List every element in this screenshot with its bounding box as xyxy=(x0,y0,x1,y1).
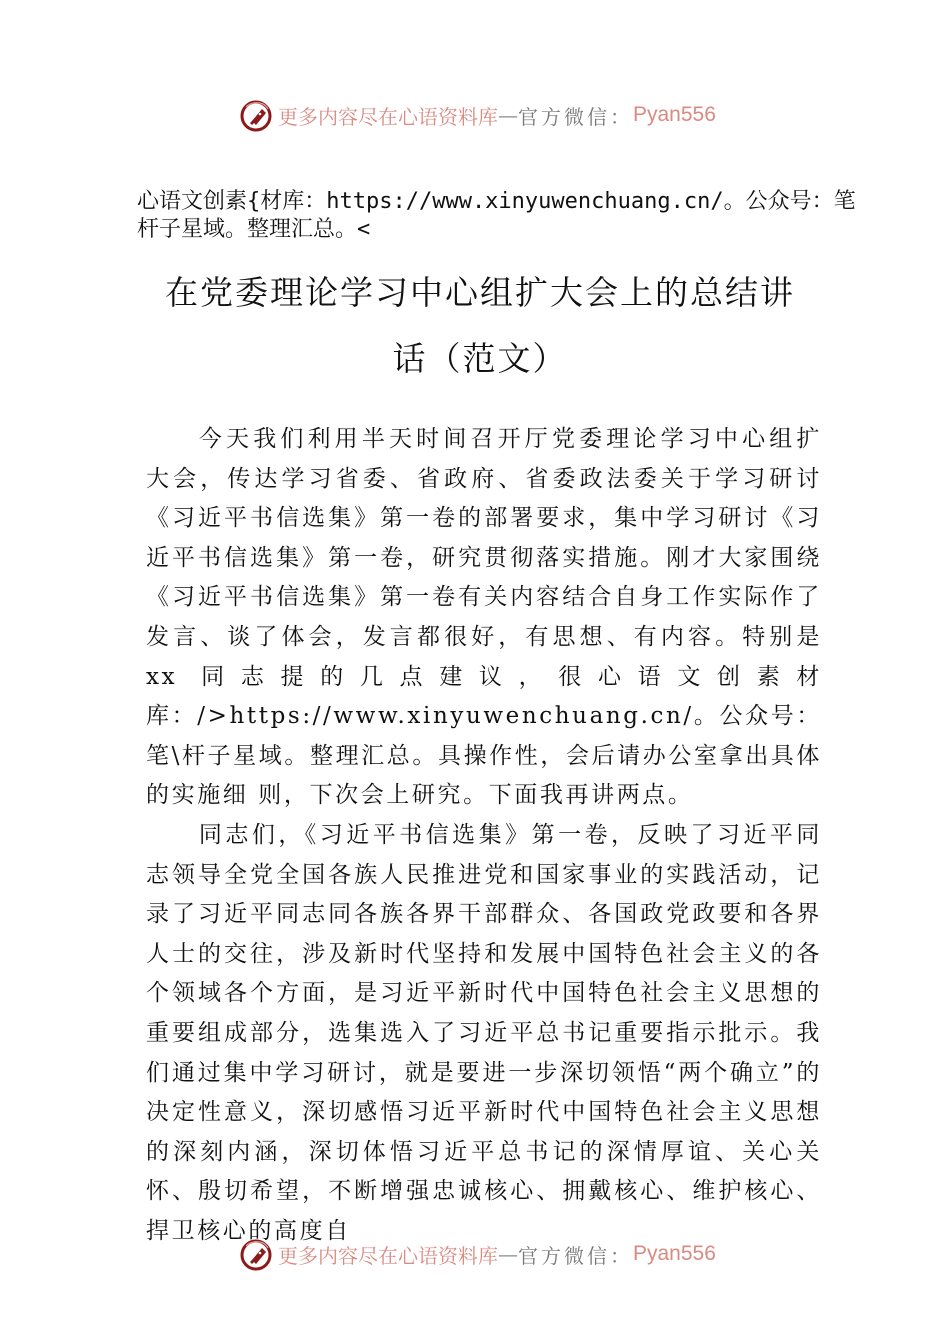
body-paragraph: 同志们，《习近平书信选集》第一卷，反映了习近平同志领导全党全国各族人民推进党和国家事业的实践活动，记录了习近平同志同各族各界干部群众、各国政党政要和各界人士的交往，涉及新时代坚持和发展中国特色社会主义的各个领域各个方面，是习近平新时代中国特色社会主义思想的重要组成部分，选集选入了习近平总书记重要指示批示。我们通过集中学习研讨，就是要进一步深切领悟“两个确立”的决定性意义，深切感悟习近平新时代中国特色社会主义思想的深刻内涵，深切体悟习近平总书记的深情厚谊、关心关怀、殷切希望，不断增强忠诚核心、拥戴核心、维护核心、捍卫核心的高度自 xyxy=(146,821,822,1244)
body-paragraph: 今天我们利用半天时间召开厅党委理论学习中心组扩 大会，传达学习省委、省政府、省委政法委关于学习研讨《习近平书信选集》第一卷的部署要求，集中学习研讨《习近平书信选集》第一卷，研究贯彻落实措施。刚才大家围绕《习近平书信选集》第一卷有关内容结合自身工作实际作了发言、谈了体会，发言都很好，有思想、有内容。特别是 xx 同志提的几点建议，很心语文创素材库：/>https://www.xinyuwenchuang.cn/。公众号：笔\杆子星域。整理汇总。具操作性，会后请办公室拿出具体的实施细 则，下次会上研究。下面我再讲两点。 xyxy=(146,426,822,809)
header-banner xyxy=(238,95,716,135)
source-note: 心语文创素{材库：https://www.xinyuwenchuang.cn/。公众号：笔杆子星域。整理汇总。< xyxy=(137,189,856,242)
title-line-1: 在党委理论学习中心组扩大会上的总结讲 xyxy=(165,273,795,313)
banner-main-text: 更多内容尽在心语资料库 xyxy=(278,1243,498,1268)
banner-wechat-id: Pyan556 xyxy=(633,1242,716,1265)
banner-dash: — xyxy=(498,103,518,127)
pen-nib-logo-icon xyxy=(238,97,274,133)
banner-official-label: 官方微信： xyxy=(518,104,633,129)
banner-main-text: 更多内容尽在心语资料库 xyxy=(278,104,498,129)
pen-nib-logo-icon xyxy=(238,1236,274,1272)
banner-dash: — xyxy=(498,1242,518,1266)
document-body xyxy=(146,420,822,1251)
title-line-2: 话（范文） xyxy=(392,339,568,379)
footer-banner xyxy=(238,1234,716,1274)
banner-wechat-id: Pyan556 xyxy=(633,103,716,126)
document-title xyxy=(140,268,820,384)
banner-official-label: 官方微信： xyxy=(518,1243,633,1268)
